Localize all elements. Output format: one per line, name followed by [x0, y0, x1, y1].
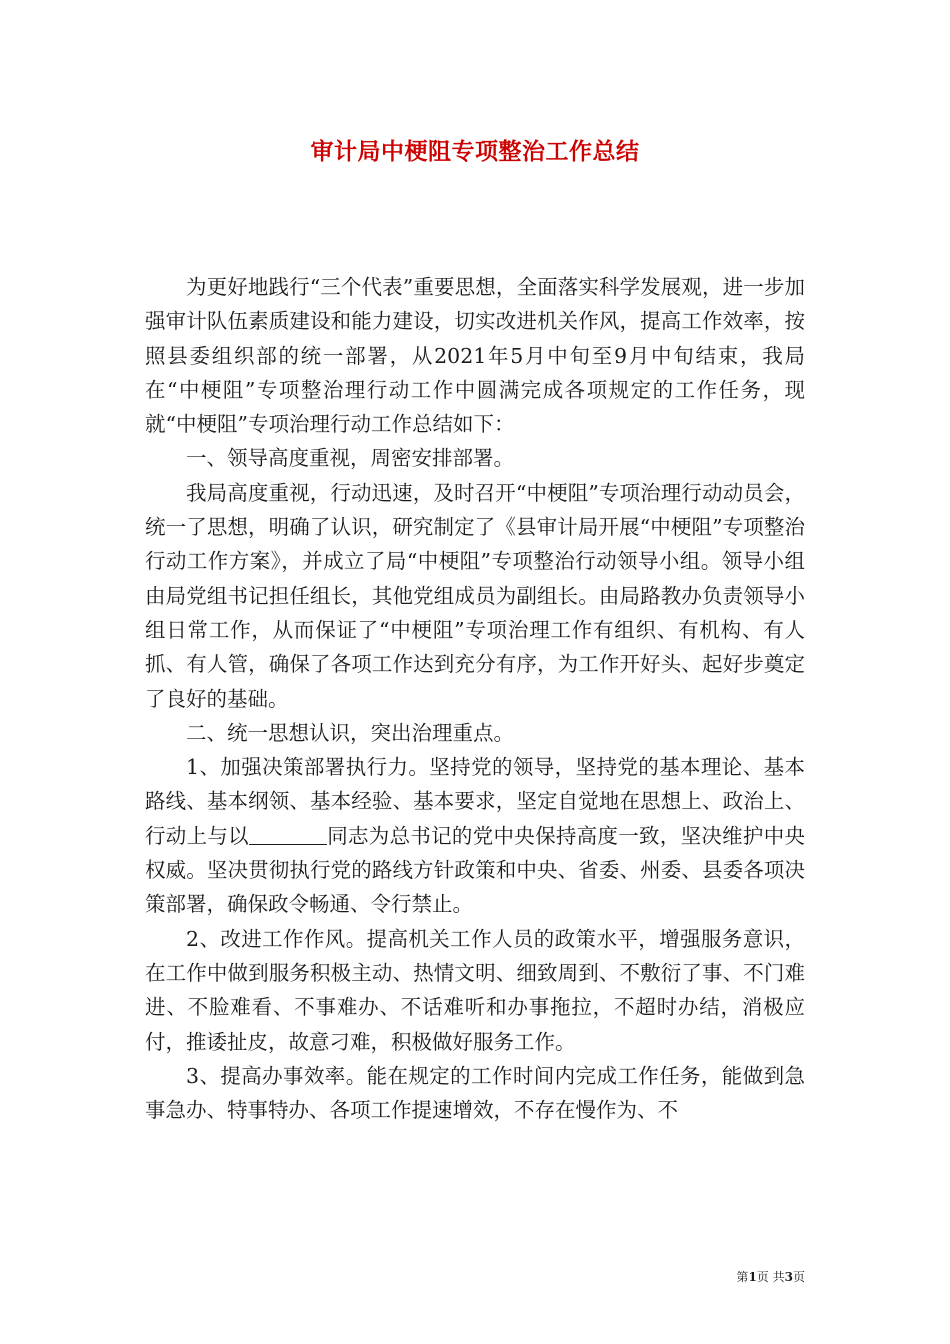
section-heading-1: 一、领导高度重视，周密安排部署。 [186, 446, 514, 471]
section-heading-2: 二、统一思想认识，突出治理重点。 [186, 720, 514, 745]
paragraph-item-2: 2、改进工作作风。提高机关工作人员的政策水平，增强服务意识，在工作中做到服务积极主动、热情文明、细致周到、不敷衍了事、不门难进、不脸难看、不事难办、不话难听和办事拖拉，不超时办结，消极应付，推诿扯皮，故意刁难，积极做好服务工作。 [145, 926, 805, 1054]
footer-total-pages: 3 [784, 1270, 793, 1284]
fill-in-blank [249, 823, 327, 845]
document-body [145, 270, 805, 1127]
paragraph-item-1-part-a: 1、加强决策部署执行力。坚持党的领导，坚持党的基本理论、基本路线、基本纲领、基本经验、基本要求，坚定自觉地在思想上、政治上、行动上与以 [145, 755, 805, 848]
paragraph-intro: 为更好地践行“三个代表”重要思想，全面落实科学发展观，进一步加强审计队伍素质建设和能力建设，切实改进机关作风，提高工作效率，按照县委组织部的统一部署，从2021年5月中旬至9月中旬结束，我局在“中梗阻”专项整治理行动工作中圆满完成各项规定的工作任务，现就“中梗阻”专项治理行动工作总结如下： [145, 275, 805, 437]
document-title: 审计局中梗阻专项整治工作总结 [310, 138, 640, 165]
paragraph-item-1 [145, 750, 805, 921]
paragraph-item-3: 3、提高办事效率。能在规定的工作时间内完成工作任务，能做到急事急办、特事特办、各项工作提速增效，不存在慢作为、不 [145, 1063, 805, 1123]
page-number-footer [736, 1268, 805, 1285]
paragraph-section-1: 我局高度重视，行动迅速，及时召开“中梗阻”专项治理行动动员会，统一了思想，明确了认识，研究制定了《县审计局开展“中梗阻”专项整治行动工作方案》，并成立了局“中梗阻”专项整治行动领导小组。领导小组由局党组书记担任组长，其他党组成员为副组长。由局路教办负责领导小组日常工作，从而保证了“中梗阻”专项治理工作有组织、有机构、有人抓、有人管，确保了各项工作达到充分有序，为工作开好头、起好步奠定了良好的基础。 [145, 480, 805, 711]
paragraph-item-1-part-b: 同志为总书记的党中央保持高度一致，坚决维护中央权威。坚决贯彻执行党的路线方针政策和中央、省委、州委、县委各项决策部署，确保政令畅通、令行禁止。 [145, 823, 806, 917]
footer-middle: 页 共 [756, 1270, 785, 1284]
footer-current-page: 1 [748, 1270, 757, 1284]
footer-prefix: 第 [736, 1270, 749, 1284]
footer-suffix: 页 [792, 1270, 805, 1284]
